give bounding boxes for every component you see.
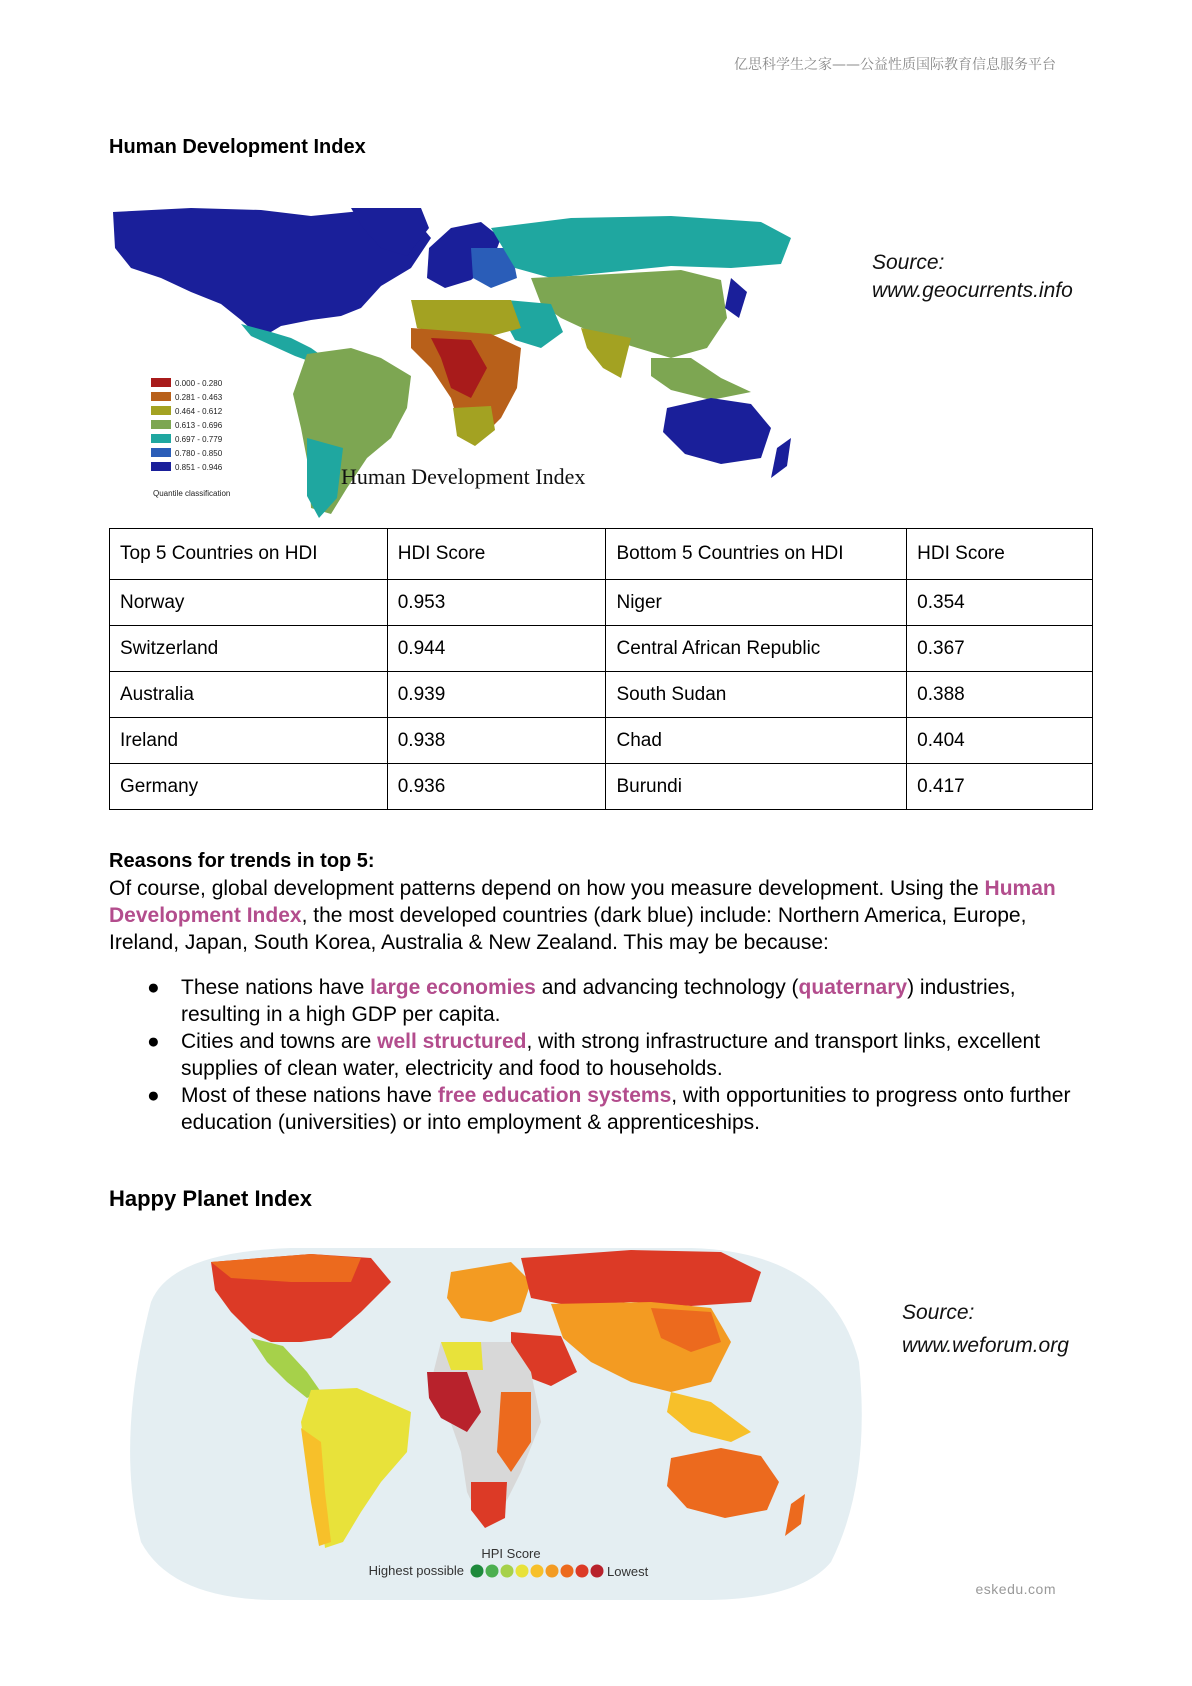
hpi-scale-dot	[486, 1565, 499, 1578]
hpi-scale-dot	[501, 1565, 514, 1578]
table-cell: Australia	[110, 672, 388, 718]
reasons-bullets	[109, 974, 1099, 1136]
table-cell: Central African Republic	[606, 626, 907, 672]
table-header-row	[110, 529, 1093, 580]
bullet-highlight: well structured	[377, 1030, 527, 1053]
reasons-highlight: Human Development Index	[109, 877, 1056, 927]
hpi-scale-dot	[531, 1565, 544, 1578]
reasons-section	[109, 848, 1099, 956]
hdi-table	[109, 528, 1093, 810]
table-cell: Burundi	[606, 764, 907, 810]
bullet-highlight: quaternary	[798, 976, 908, 999]
bullet-text: Most of these nations have	[181, 1084, 438, 1107]
table-cell: 0.417	[907, 764, 1093, 810]
bullet-icon: ●	[147, 976, 160, 999]
hdi-legend-label: 0.281 - 0.463	[175, 393, 223, 402]
table-cell: Niger	[606, 580, 907, 626]
hdi-legend-swatch	[151, 434, 171, 443]
table-cell: 0.936	[387, 764, 606, 810]
hpi-scale-low: Lowest	[607, 1564, 649, 1579]
bullet-text: , with strong infrastructure and transport links, excellent supplies of clean water, electricity and food to households.	[181, 1030, 1041, 1080]
bullet-icon: ●	[147, 1030, 160, 1053]
hpi-scale-high: Highest possible	[368, 1563, 464, 1578]
hdi-legend-swatch	[151, 406, 171, 415]
header-note: 亿思科学生之家——公益性质国际教育信息服务平台	[734, 57, 1056, 73]
table-cell: 0.388	[907, 672, 1093, 718]
table-cell: 0.939	[387, 672, 606, 718]
hdi-legend-label: 0.464 - 0.612	[175, 407, 223, 416]
hpi-scale-dot	[516, 1565, 529, 1578]
table-header: Top 5 Countries on HDI	[110, 529, 388, 580]
table-header: HDI Score	[387, 529, 606, 580]
hpi-world-map	[111, 1242, 871, 1602]
hdi-source-url: www.geocurrents.info	[872, 279, 1073, 302]
table-cell: 0.938	[387, 718, 606, 764]
list-item	[109, 1082, 1099, 1136]
table-row	[110, 672, 1093, 718]
hdi-legend-note: Quantile classification	[153, 489, 231, 498]
hpi-heading: Happy Planet Index	[109, 1186, 312, 1211]
list-item	[109, 974, 1099, 1028]
hdi-legend-label: 0.000 - 0.280	[175, 379, 223, 388]
hdi-heading: Human Development Index	[109, 136, 366, 158]
bullet-text: and advancing technology (	[535, 976, 799, 999]
footer-note: eskedu.com	[975, 1581, 1056, 1597]
bullet-text: Cities and towns are	[181, 1030, 378, 1053]
table-cell: South Sudan	[606, 672, 907, 718]
hpi-scale-dot	[471, 1565, 484, 1578]
hdi-map-title: Human Development Index	[341, 464, 586, 489]
hpi-scale-dot	[546, 1565, 559, 1578]
hdi-legend-label: 0.697 - 0.779	[175, 435, 223, 444]
bullet-highlight: large economies	[370, 976, 536, 999]
hdi-legend-swatch	[151, 378, 171, 387]
bullet-icon: ●	[147, 1084, 160, 1107]
hdi-source	[872, 249, 1073, 305]
hpi-source-url: www.weforum.org	[902, 1334, 1069, 1357]
hpi-scale-dot	[561, 1565, 574, 1578]
reasons-title: Reasons for trends in top 5:	[109, 850, 375, 872]
hpi-scale-title: HPI Score	[481, 1546, 541, 1561]
table-row	[110, 764, 1093, 810]
reasons-text: Of course, global development patterns depend on how you measure development. Using the	[109, 877, 985, 900]
table-cell: 0.367	[907, 626, 1093, 672]
table-cell: Germany	[110, 764, 388, 810]
hdi-legend-swatch	[151, 448, 171, 457]
table-row	[110, 718, 1093, 764]
table-cell: 0.944	[387, 626, 606, 672]
hdi-legend-swatch	[151, 420, 171, 429]
table-header: HDI Score	[907, 529, 1093, 580]
bullet-text: , with opportunities to progress onto further education (universities) or into employment & apprenticeships.	[181, 1084, 1071, 1134]
reasons-text-rest: , the most developed countries (dark blue) include: Northern America, Europe, Ireland, Japan, South Korea, Australia & New Zealand. This may be because:	[109, 904, 1027, 954]
hpi-source-label: Source:	[902, 1301, 975, 1324]
bullet-text: These nations have	[181, 976, 371, 999]
hpi-scale-dot	[591, 1565, 604, 1578]
table-header: Bottom 5 Countries on HDI	[606, 529, 907, 580]
map-russia	[521, 1250, 761, 1306]
hdi-legend-label: 0.851 - 0.946	[175, 463, 223, 472]
hdi-legend-swatch	[151, 392, 171, 401]
list-item	[109, 1028, 1099, 1082]
table-cell: Ireland	[110, 718, 388, 764]
table-cell: 0.404	[907, 718, 1093, 764]
table-cell: Switzerland	[110, 626, 388, 672]
hdi-legend-label: 0.613 - 0.696	[175, 421, 223, 430]
hdi-legend-swatch	[151, 462, 171, 471]
hpi-scale	[471, 1565, 604, 1578]
bullet-text: ) industries, resulting in a high GDP per capita.	[181, 976, 1016, 1026]
hdi-world-map	[111, 208, 847, 524]
hdi-source-label: Source:	[872, 251, 945, 274]
table-cell: Norway	[110, 580, 388, 626]
bullet-highlight: free education systems	[437, 1084, 672, 1107]
hpi-source	[902, 1296, 1069, 1362]
table-cell: 0.354	[907, 580, 1093, 626]
table-cell: 0.953	[387, 580, 606, 626]
table-row	[110, 626, 1093, 672]
hdi-legend-label: 0.780 - 0.850	[175, 449, 223, 458]
table-row	[110, 580, 1093, 626]
hpi-scale-dot	[576, 1565, 589, 1578]
table-cell: Chad	[606, 718, 907, 764]
